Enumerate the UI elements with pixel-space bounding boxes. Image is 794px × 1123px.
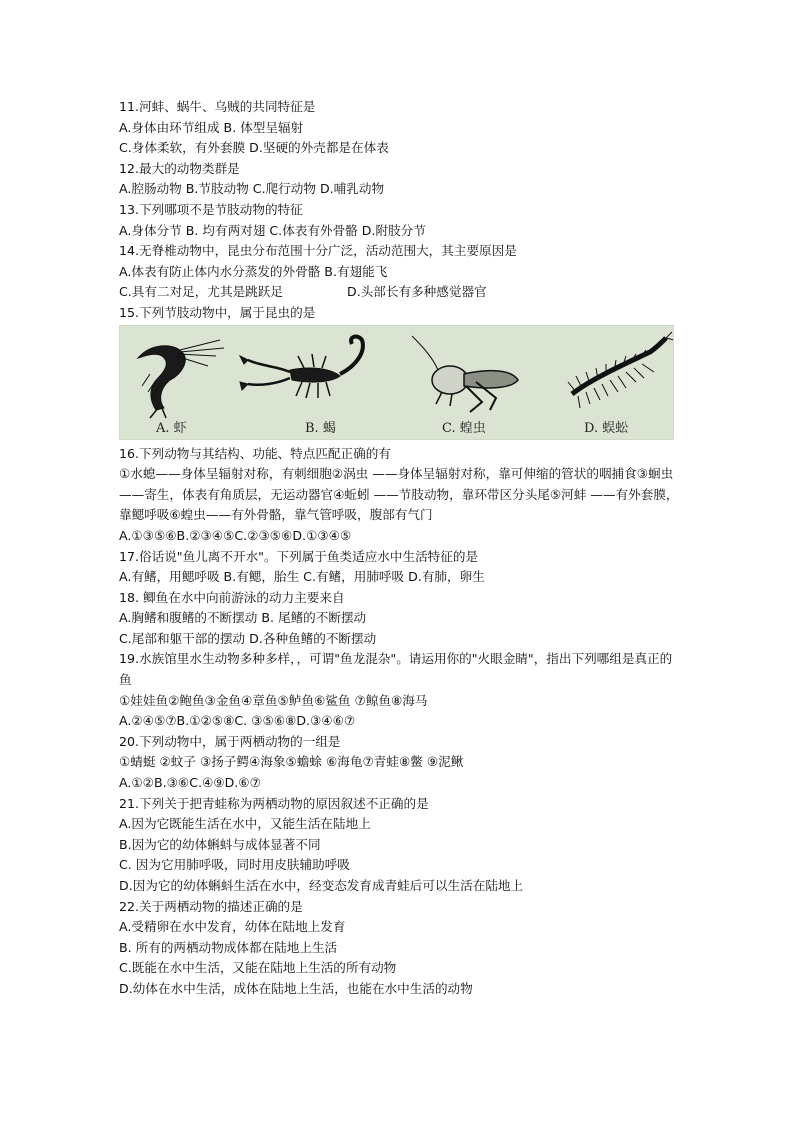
q18-options-ab: A.胸鳍和腹鳍的不断摆动 B. 尾鳍的不断摆动 xyxy=(119,610,367,626)
figure-label-b: B. 蝎 xyxy=(305,420,336,436)
q22-option-d: D.幼体在水中生活，成体在陆地上生活，也能在水中生活的动物 xyxy=(119,980,473,996)
q11-options-ab: A.身体由环节组成 B. 体型呈辐射 xyxy=(119,119,304,135)
q14-option-d: D.头部长有多种感觉器官 xyxy=(347,284,487,300)
q21-stem: 21.下列关于把青蛙称为两栖动物的原因叙述不正确的是 xyxy=(119,795,429,811)
arthropod-figure xyxy=(119,325,674,440)
q22-option-a: A.受精卵在水中发育，幼体在陆地上发育 xyxy=(119,919,346,935)
figure-label-a: A. 虾 xyxy=(156,420,187,436)
q16-options: A.①③⑤⑥B.②③④⑤C.②③⑤⑥D.①③④⑤ xyxy=(119,527,352,543)
q18-stem: 18. 鲫鱼在水中向前游泳的动力主要来自 xyxy=(119,589,345,605)
q21-option-a: A.因为它既能生活在水中，又能生活在陆地上 xyxy=(119,816,371,832)
q17-stem: 17.俗话说"鱼儿离不开水"。下列属于鱼类适应水中生活特征的是 xyxy=(119,548,479,564)
q21-option-d: D.因为它的幼体蝌蚪生活在水中，经变态发育成青蛙后可以生活在陆地上 xyxy=(119,878,524,893)
q16-items: ①水螅——身体呈辐射对称，有刺细胞②涡虫 ——身体呈辐射对称，靠可伸缩的管状的咽捕食③蛔虫 ——寄生，体表有角质层，无运动器官④蚯蚓 ——节肢动物，靠环带区分头尾⑤河蚌 ——有外套膜，靠鳃呼吸⑥蝗虫——有外骨骼，靠气管呼吸，腹部有气门 xyxy=(119,466,679,523)
centipede-icon xyxy=(568,332,673,408)
q14-option-c: C.具有二对足，尤其是跳跃足 xyxy=(119,284,283,300)
q14-options-cd xyxy=(119,282,679,303)
q17-options: A.有鳍，用鳃呼吸 B.有鳃，胎生 C.有鳍，用肺呼吸 D.有肺，卵生 xyxy=(119,569,485,585)
q11-stem: 11.河蚌、蜗牛、乌贼的共同特征是 xyxy=(119,99,316,114)
q22-option-c: C.既能在水中生活，又能在陆地上生活的所有动物 xyxy=(119,960,397,976)
q19-stem: 19.水族馆里水生动物多种多样，，可谓"鱼龙混杂"。请运用你的"火眼金睛"，指出下列哪组是真正的鱼 xyxy=(119,651,673,688)
q20-options: A.①②B.③⑥C.④⑨D.⑥⑦ xyxy=(119,775,261,791)
q12-options: A.腔肠动物 B.节肢动物 C.爬行动物 D.哺乳动物 xyxy=(119,181,385,197)
q20-items: ①蜻蜓 ②蚊子 ③扬子鳄④海象⑤蟾蜍 ⑥海龟⑦青蛙⑧鳖 ⑨泥鳅 xyxy=(119,754,464,770)
q13-options: A.身体分节 B. 均有两对翅 C.体表有外骨骼 D.附肢分节 xyxy=(119,222,426,238)
q18-options-cd: C.尾部和躯干部的摆动 D.各种鱼鳍的不断摆动 xyxy=(119,630,377,646)
q20-stem: 20.下列动物中，属于两栖动物的一组是 xyxy=(119,733,341,749)
q19-items: ①娃娃鱼②鲍鱼③金鱼④章鱼⑤鲈鱼⑥鲨鱼 ⑦鲸鱼⑧海马 xyxy=(119,692,428,708)
q11-options-cd: C.身体柔软，有外套膜 D.坚硬的外壳都是在体表 xyxy=(119,140,389,156)
q21-option-b: B.因为它的幼体蝌蚪与成体显著不同 xyxy=(119,836,321,852)
q22-option-b: B. 所有的两栖动物成体都在陆地上生活 xyxy=(119,939,338,955)
figure-label-c: C. 蝗虫 xyxy=(442,420,486,436)
q21-option-c: C. 因为它用肺呼吸，同时用皮肤辅助呼吸 xyxy=(119,857,350,873)
shrimp-icon xyxy=(138,340,224,418)
q15-stem: 15.下列节肢动物中，属于昆虫的是 xyxy=(119,304,316,320)
question-content xyxy=(119,97,679,1000)
q19-options: A.②④⑤⑦B.①②⑤⑧C. ③⑤⑥⑧D.③④⑥⑦ xyxy=(119,713,356,729)
q22-stem: 22.关于两栖动物的描述正确的是 xyxy=(119,898,303,914)
q12-stem: 12.最大的动物类群是 xyxy=(119,160,240,176)
scorpion-icon xyxy=(240,336,363,397)
q13-stem: 13.下列哪项不是节肢动物的特征 xyxy=(119,201,303,217)
q14-options-ab: A.体表有防止体内水分蒸发的外骨骼 B.有翅能飞 xyxy=(119,263,388,279)
locust-icon xyxy=(412,336,518,412)
figure-label-d: D. 蜈蚣 xyxy=(584,420,629,436)
q16-stem: 16.下列动物与其结构、功能、特点匹配正确的有 xyxy=(119,445,391,461)
q14-stem: 14.无脊椎动物中，昆虫分布范围十分广泛，活动范围大，其主要原因是 xyxy=(119,243,517,259)
